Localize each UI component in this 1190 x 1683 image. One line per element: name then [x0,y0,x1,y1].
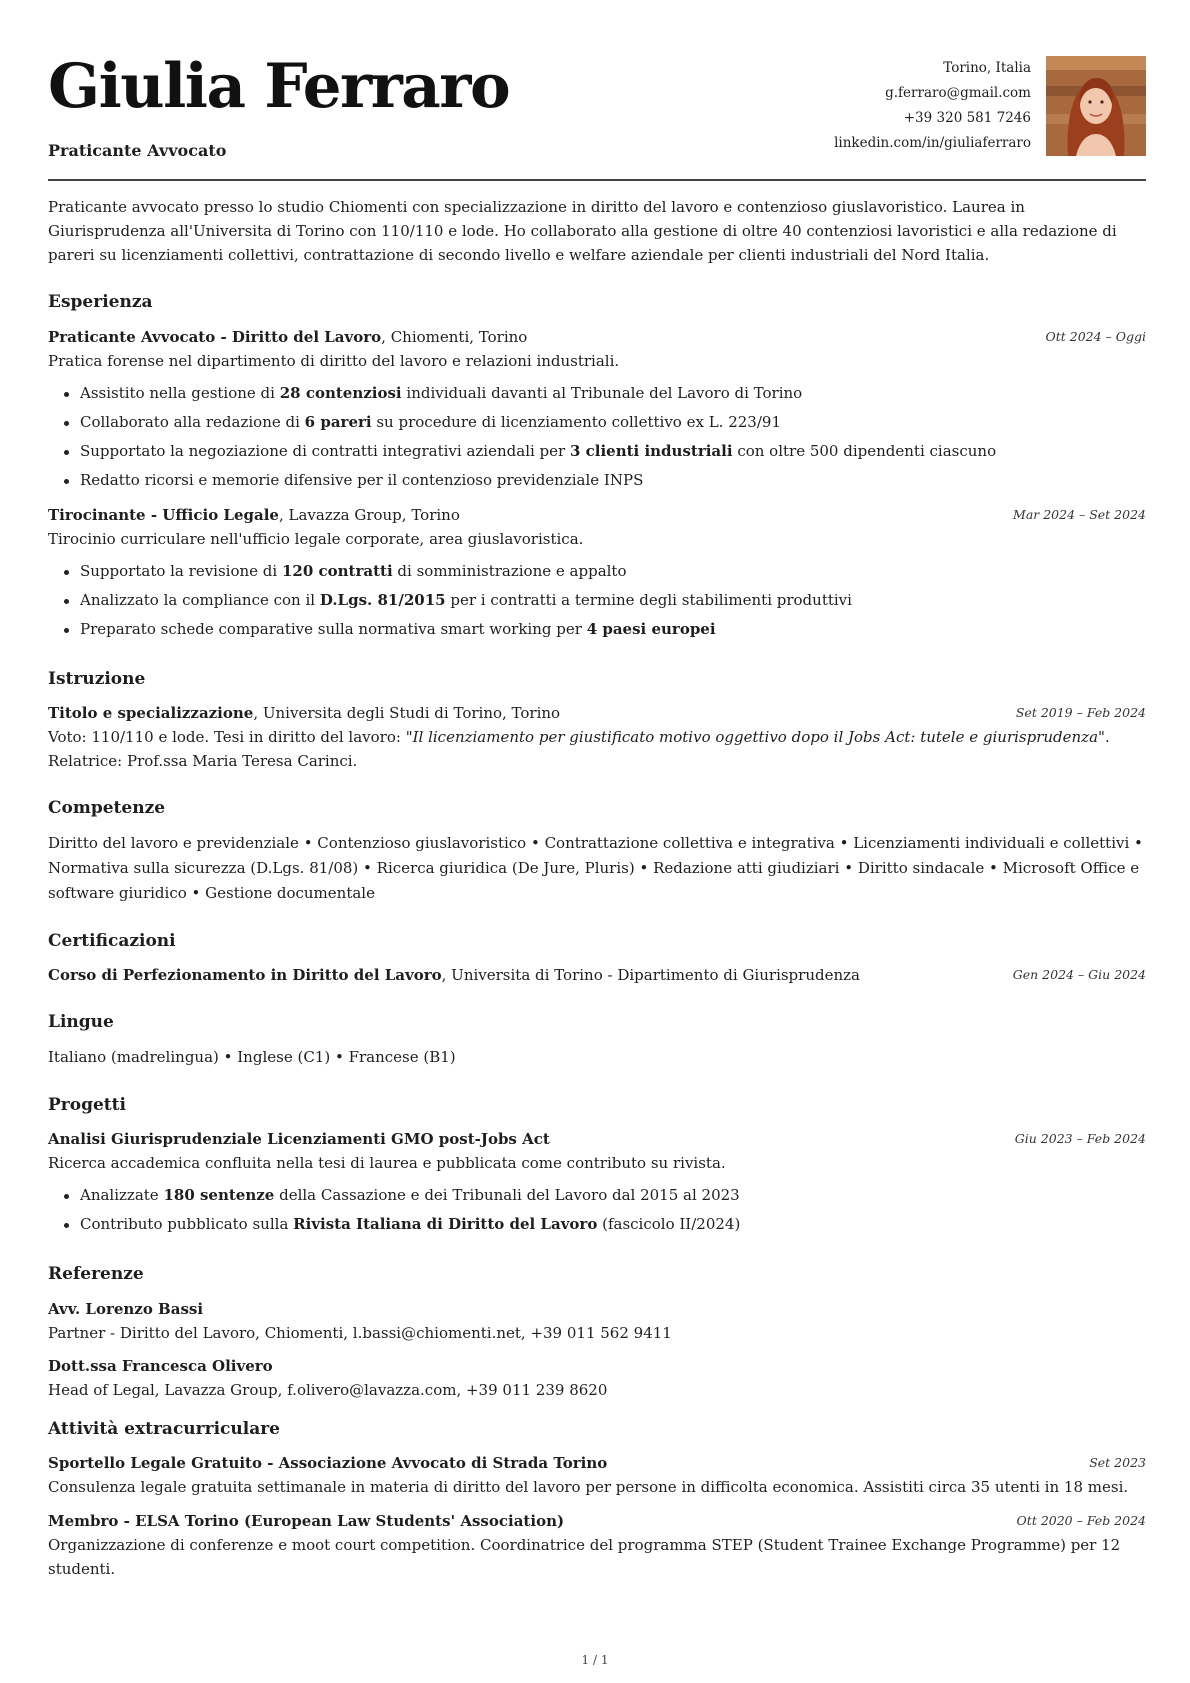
experience-entry-header [48,325,1146,349]
page-number: 1 / 1 [581,1653,609,1667]
section-certifications-title: Certificazioni [48,930,176,951]
list-item: Preparato schede comparative sulla normativa smart working per 4 paesi europei [78,615,1146,644]
section-references-title: Referenze [48,1264,144,1285]
list-item: Collaborato alla redazione di 6 pareri su procedure di licenziamento collettivo ex L. 223/91 [78,408,1146,437]
certification-entry-header [48,963,1146,987]
extracurricular-entry-header [48,1451,1146,1475]
project-entry [48,1127,1146,1239]
job-description: Tirocinio curriculare nell'ufficio legale corporate, area giuslavoristica. [48,529,584,548]
reference-details: Partner - Diritto del Lavoro, Chiomenti, l.bassi@chiomenti.net, +39 011 562 9411 [48,1323,672,1342]
education-entry [48,701,1146,773]
education-date: Set 2019 – Feb 2024 [1015,705,1146,721]
skills-list: Diritto del lavoro e previdenziale • Contenzioso giuslavoristico • Contrattazione collettiva e integrativa • Licenziamenti individuali e collettivi • Normativa sulla sicurezza (D.Lgs. 81/08) • Ricerca giuridica (De Jure, Pluris) • Redazione atti giudiziari • Diritto sindacale • Microsoft Office e software giuridico • Gestione documentale [48,833,1143,902]
resume-header [48,0,1146,181]
list-item: Analizzato la compliance con il D.Lgs. 81/2015 per i contratti a termine degli stabilimenti produttivi [78,586,1146,615]
contact-email[interactable]: g.ferraro@gmail.com [885,85,1031,101]
extracurricular-entry-header [48,1509,1146,1533]
thesis-title: "Il licenziamento per giustificato motivo oggettivo dopo il Jobs Act: tutele e giurisprudenza" [405,728,1105,747]
job-organization: , Chiomenti, Torino [381,327,528,346]
candidate-name: Giulia Ferraro [48,51,510,122]
activity-date: Set 2023 [1089,1455,1146,1471]
section-projects-title: Progetti [48,1094,126,1115]
reference-details: Head of Legal, Lavazza Group, f.olivero@lavazza.com, +39 011 239 8620 [48,1380,608,1399]
list-item: Supportato la negoziazione di contratti integrativi aziendali per 3 clienti industriali con oltre 500 dipendenti ciascuno [78,437,1146,466]
activity-description: Organizzazione di conferenze e moot court competition. Coordinatrice del programma STEP (Student Trainee Exchange Programme) per 12 studenti. [48,1536,1121,1579]
section-experience-title: Esperienza [48,292,153,312]
certification-name: Corso di Perfezionamento in Diritto del Lavoro [48,966,442,985]
contact-linkedin[interactable]: linkedin.com/in/giuliaferraro [834,135,1031,151]
section-extracurricular-title: Attività extracurriculare [48,1418,280,1439]
experience-entry-header [48,503,1146,527]
project-entry-header [48,1127,1146,1151]
certification-organization: , Universita di Torino - Dipartimento di Giurisprudenza [441,966,860,985]
activity-description: Consulenza legale gratuita settimanale in materia di diritto del lavoro per persone in difficolta economica. Assistiti circa 35 utenti in 18 mesi. [48,1478,1129,1497]
list-item: Contributo pubblicato sulla Rivista Italiana di Diritto del Lavoro (fascicolo II/2024) [78,1210,1146,1239]
activity-name: Membro - ELSA Torino (European Law Students' Association) [48,1512,565,1531]
job-date: Ott 2024 – Oggi [1045,328,1146,344]
education-description: Voto: 110/110 e lode. Tesi in diritto del lavoro: "Il licenziamento per giustificato motivo oggettivo dopo il Jobs Act: tutele e giurisprudenza". Relatrice: Prof.ssa Maria Teresa Carinci. [48,728,1110,771]
job-description: Pratica forense nel dipartimento di diritto del lavoro e relazioni industriali. [48,351,620,370]
section-education-title: Istruzione [48,668,146,689]
experience-entry [48,503,1146,644]
project-bullets [78,1181,1146,1239]
reference-name: Avv. Lorenzo Bassi [48,1299,204,1318]
profile-photo [1046,56,1146,156]
job-date: Mar 2024 – Set 2024 [1013,506,1146,522]
extracurricular-entry [48,1509,1146,1581]
languages-list: Italiano (madrelingua) • Inglese (C1) • Francese (B1) [48,1047,456,1066]
resume-page [48,0,1146,1587]
job-bullets [78,379,1146,495]
certification-date: Gen 2024 – Giu 2024 [1012,967,1146,983]
extracurricular-entry [48,1451,1146,1499]
contact-info [834,56,1031,156]
activity-name: Sportello Legale Gratuito - Associazione Avvocato di Strada Torino [48,1454,608,1473]
section-skills-title: Competenze [48,798,166,819]
project-date: Giu 2023 – Feb 2024 [1014,1131,1146,1147]
activity-date: Ott 2020 – Feb 2024 [1016,1513,1146,1529]
reference-entry [48,1297,1146,1345]
project-description: Ricerca accademica confluita nella tesi di laurea e pubblicata come contributo su rivista. [48,1154,726,1173]
profile-summary: Praticante avvocato presso lo studio Chiomenti con specializzazione in diritto del lavoro e contenzioso giuslavoristico. Laurea in Giurisprudenza all'Universita di Torino con 110/110 e lode. Ho collaborato alla gestione di oltre 40 contenziosi lavoristici e alla redazione di pareri su licenziamenti collettivi, contrattazione di secondo livello e welfare aziendale per clienti industriali del Nord Italia. [48,198,1117,264]
education-organization: , Universita degli Studi di Torino, Torino [253,704,561,723]
contact-location: Torino, Italia [943,60,1031,76]
list-item: Analizzate 180 sentenze della Cassazione e dei Tribunali del Lavoro dal 2015 al 2023 [78,1181,1146,1210]
list-item: Supportato la revisione di 120 contratti di somministrazione e appalto [78,557,1146,586]
contact-phone[interactable]: +39 320 581 7246 [903,110,1031,126]
list-item: Assistito nella gestione di 28 contenziosi individuali davanti al Tribunale del Lavoro di Torino [78,379,1146,408]
reference-entry [48,1354,1146,1402]
job-position: Tirocinante - Ufficio Legale [48,505,279,524]
experience-entry [48,325,1146,495]
education-entry-header [48,701,1146,725]
reference-name: Dott.ssa Francesca Olivero [48,1356,273,1375]
job-position: Praticante Avvocato - Diritto del Lavoro [48,327,382,346]
certification-entry [48,963,1146,987]
project-name: Analisi Giurisprudenziale Licenziamenti GMO post-Jobs Act [48,1130,550,1149]
section-languages-title: Lingue [48,1012,114,1033]
list-item: Redatto ricorsi e memorie difensive per il contenzioso previdenziale INPS [78,466,1146,495]
candidate-role: Praticante Avvocato [48,141,227,160]
job-organization: , Lavazza Group, Torino [278,505,460,524]
degree-title: Titolo e specializzazione [48,704,254,723]
job-bullets [78,557,1146,644]
